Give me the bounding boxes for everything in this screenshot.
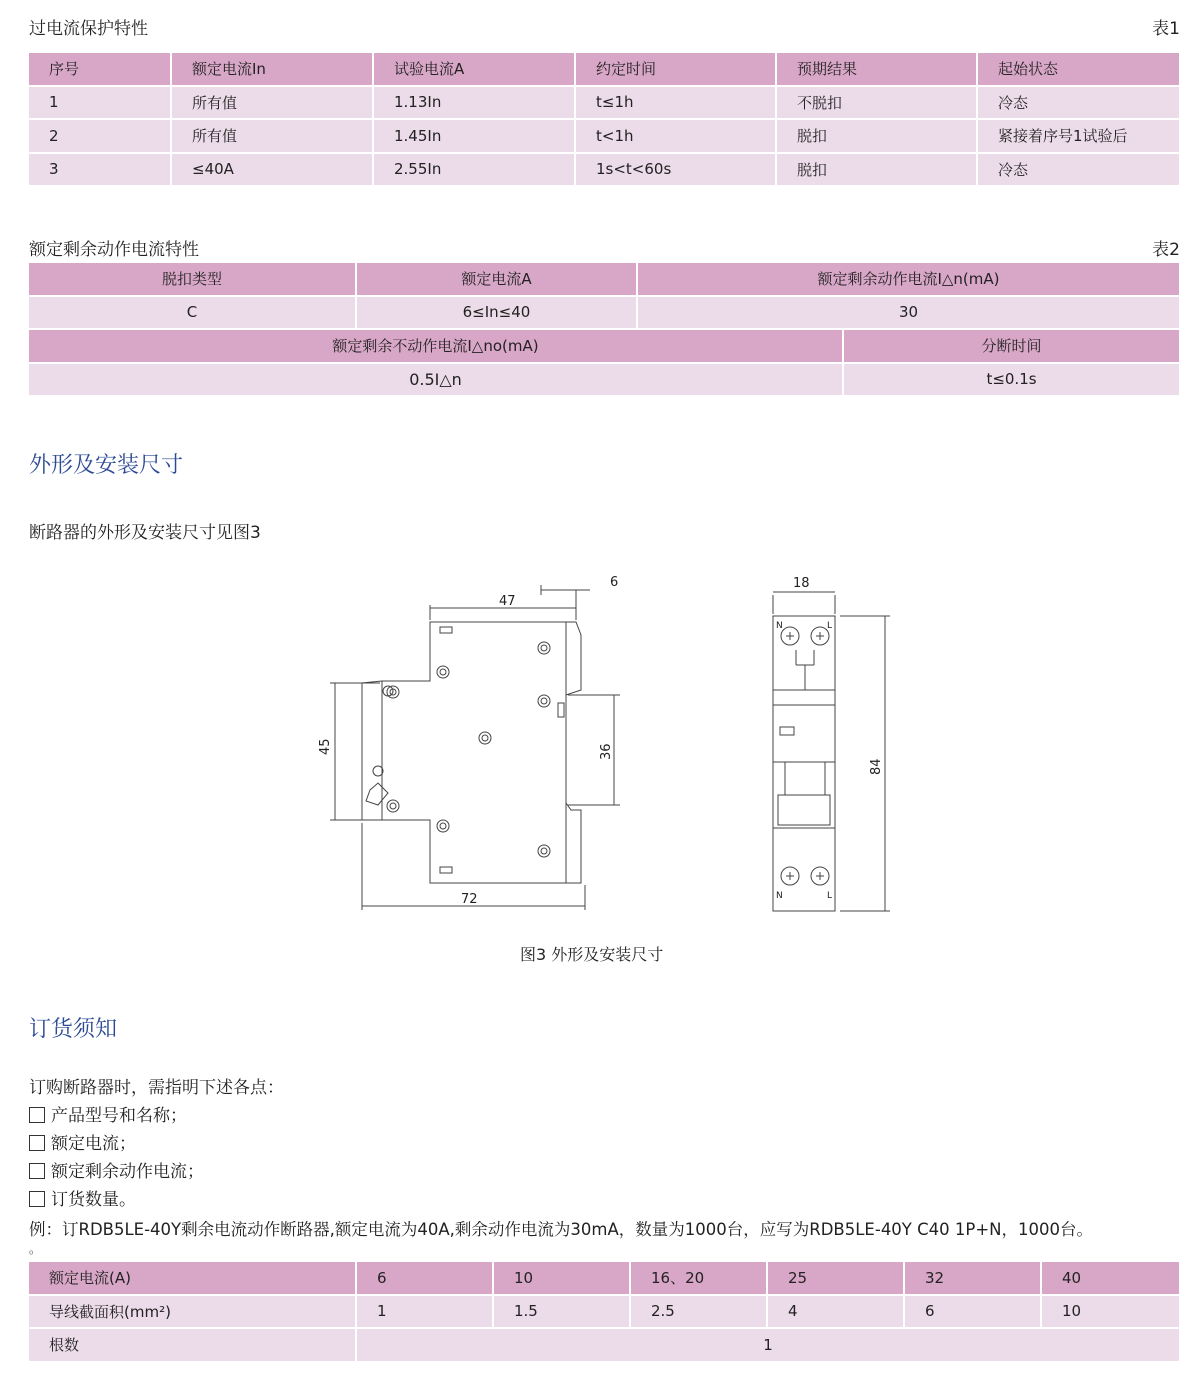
ordering-item [29, 1129, 136, 1154]
table-cell: C [29, 297, 357, 331]
table-cell: 1.45In [374, 120, 576, 154]
table1-header [29, 53, 1179, 87]
dim-height-left: 45 [318, 738, 333, 755]
table-cell: 30 [638, 297, 1179, 331]
table2-header-row [29, 330, 1179, 364]
ordering-item-text: 产品型号和名称； [51, 1106, 187, 1126]
ordering-item-text: 额定剩余动作电流； [51, 1162, 204, 1182]
ordering-item-text: 额定电流； [51, 1134, 136, 1154]
table-row [29, 1262, 1179, 1296]
table-cell: 所有值 [172, 87, 374, 121]
table1-header-cell: 额定电流In [172, 53, 374, 87]
dim-side-height: 84 [869, 758, 884, 775]
table1 [29, 53, 1179, 187]
table-row [29, 1329, 1179, 1363]
table2-header-cell: 额定剩余动作电流I△n(mA) [638, 263, 1179, 297]
ordering-intro: 订购断路器时，需指明下述各点： [29, 1078, 284, 1098]
table1-title: 过电流保护特性 [29, 19, 148, 39]
ordering-item [29, 1185, 136, 1210]
checkbox-icon [29, 1107, 45, 1123]
table-cell: 3 [29, 154, 172, 188]
table2-header-cell: 分断时间 [844, 330, 1179, 364]
dim-height-right: 36 [599, 743, 614, 760]
dim-width-bottom: 72 [461, 892, 478, 907]
table-cell: 6 [357, 1262, 494, 1296]
terminal-l-top: L [827, 621, 833, 631]
table-cell: 2.55In [374, 154, 576, 188]
table-cell: t≤1h [576, 87, 777, 121]
table1-label: 表1 [1152, 19, 1180, 39]
table-cell: 1s<t<60s [576, 154, 777, 188]
table-cell: 1 [357, 1329, 1179, 1363]
table2-header-cell: 额定电流A [357, 263, 638, 297]
table-cell: 1.5 [494, 1296, 631, 1330]
table2-header-cell: 脱扣类型 [29, 263, 357, 297]
ordering-example-tail: 。 [29, 1242, 42, 1256]
table-cell: 所有值 [172, 120, 374, 154]
table1-header-cell: 序号 [29, 53, 172, 87]
ordering-example: 例：订RDB5LE-40Y剩余电流动作断路器,额定电流为40A,剩余动作电流为30mA，数量为1000台，应写为RDB5LE-40Y C40 1P+N，1000台。 [29, 1220, 1094, 1239]
table-cell: 6≤In≤40 [357, 297, 638, 331]
table-row [29, 87, 1179, 121]
terminal-l-bottom: L [827, 891, 833, 901]
table2-header-cell: 额定剩余不动作电流I△no(mA) [29, 330, 844, 364]
dimension-drawing [300, 565, 920, 925]
dim-width-top: 47 [499, 594, 516, 609]
table2-header-row [29, 263, 1179, 297]
table2-title: 额定剩余动作电流特性 [29, 240, 199, 260]
table-cell: ≤40A [172, 154, 374, 188]
table3 [29, 1262, 1179, 1363]
table-cell: 0.5I△n [29, 364, 844, 398]
table-cell: 1 [29, 87, 172, 121]
checkbox-icon [29, 1135, 45, 1151]
checkbox-icon [29, 1163, 45, 1179]
table2-label: 表2 [1152, 240, 1180, 260]
checkbox-icon [29, 1191, 45, 1207]
table-cell: 4 [768, 1296, 905, 1330]
table-cell: 16、20 [631, 1262, 768, 1296]
section-text: 断路器的外形及安装尺寸见图3 [29, 523, 261, 543]
table-row [29, 1296, 1179, 1330]
table-row [29, 120, 1179, 154]
table1-header-cell: 预期结果 [777, 53, 978, 87]
table-cell: 额定电流(A) [29, 1262, 357, 1296]
table-cell: 40 [1042, 1262, 1179, 1296]
table-cell: 冷态 [978, 154, 1179, 188]
table-row [29, 364, 1179, 398]
ordering-item-text: 订货数量。 [51, 1190, 136, 1210]
table1-header-cell: 起始状态 [978, 53, 1179, 87]
table-cell: 1 [357, 1296, 494, 1330]
table-cell: 脱扣 [777, 154, 978, 188]
table2 [29, 263, 1179, 397]
terminal-n-bottom: N [776, 891, 783, 901]
table-cell: 25 [768, 1262, 905, 1296]
table-row [29, 297, 1179, 331]
terminal-n-top: N [776, 621, 783, 631]
dim-offset: 6 [610, 575, 619, 590]
ordering-item [29, 1157, 204, 1182]
table-cell: t≤0.1s [844, 364, 1179, 398]
table-cell: 32 [905, 1262, 1042, 1296]
table-cell: 6 [905, 1296, 1042, 1330]
table1-header-cell: 约定时间 [576, 53, 777, 87]
section-title-dimensions: 外形及安装尺寸 [29, 453, 184, 478]
table-cell: 紧接着序号1试验后 [978, 120, 1179, 154]
table-cell: 冷态 [978, 87, 1179, 121]
table-cell: 脱扣 [777, 120, 978, 154]
section-title-ordering: 订货须知 [29, 1017, 118, 1042]
table-cell: 10 [1042, 1296, 1179, 1330]
table1-header-cell: 试验电流A [374, 53, 576, 87]
table-cell: 根数 [29, 1329, 357, 1363]
dim-side-width: 18 [793, 576, 810, 591]
table-cell: 导线截面积(mm²) [29, 1296, 357, 1330]
ordering-item [29, 1101, 187, 1126]
table-cell: 10 [494, 1262, 631, 1296]
table-cell: 1.13In [374, 87, 576, 121]
table-cell: t<1h [576, 120, 777, 154]
table-cell: 2.5 [631, 1296, 768, 1330]
table-row [29, 154, 1179, 188]
figure-caption: 图3 外形及安装尺寸 [520, 945, 664, 964]
table-cell: 2 [29, 120, 172, 154]
table-cell: 不脱扣 [777, 87, 978, 121]
